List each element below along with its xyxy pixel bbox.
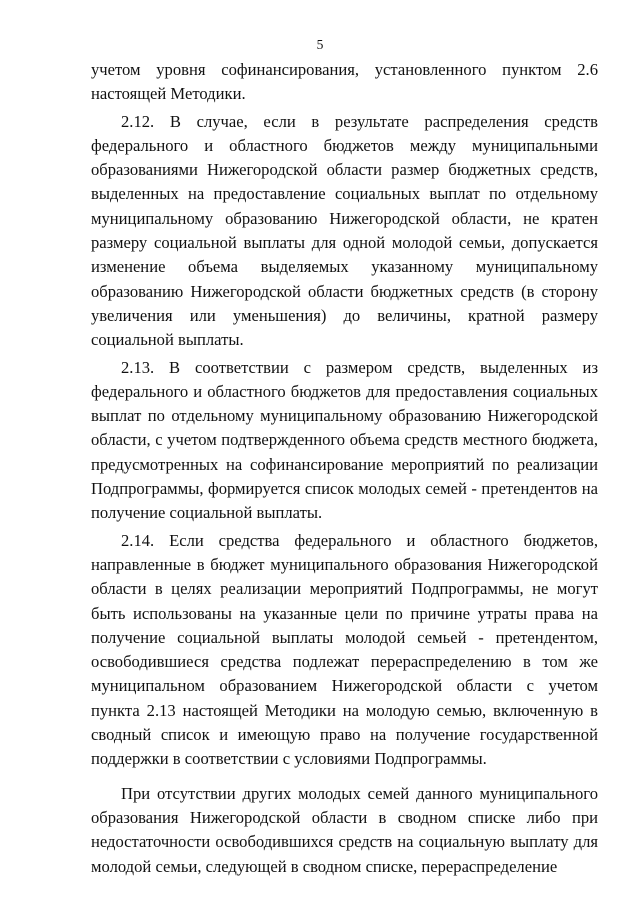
paragraph-continuation: учетом уровня софинансирования, установленного пунктом 2.6 настоящей Методики. [91, 60, 598, 104]
paragraph-redistribution: При отсутствии других молодых семей данного муниципального образования Нижегородской области в сводном списке либо при недостаточности освободившихся средств на социальную выплату для молодой семьи, следующей в сводном списке, перераспределение [91, 783, 598, 876]
paragraph-2-14: 2.14. Если средства федерального и областного бюджетов, направленные в бюджет муниципального образования Нижегородской области в целях реализации мероприятий Подпрограммы, не могут быть использованы на указанные цели по причине утраты права на получение социальной выплаты молодой семьей - претендентом, освободившиеся средства подлежат перераспределению в том же муниципальном образованием Нижегородской области с учетом пункта 2.13 настоящей Методики на молодую семью, включенную в сводный список и имеющую право на получение государственной поддержки в соответствии с условиями Подпрограммы. [91, 530, 598, 769]
paragraph-2-13: 2.13. В соответствии с размером средств, выделенных из федерального и областного бюджетов для предоставления социальных выплат по отдельному муниципальному образованию Нижегородской области, с учетом подтвержденного объема средств местного бюджета, предусмотренных на софинансирование мероприятий по реализации Подпрограммы, формируется список молодых семей - претендентов на получение социальной выплаты. [91, 357, 598, 523]
paragraph-2-12: 2.12. В случае, если в результате распределения средств федерального и областного бюджетов между муниципальными образованиями Нижегородской области размер бюджетных средств, выделенных на предоставление социальных выплат по отдельному муниципальному образованию Нижегородской области, не кратен размеру социальной выплаты для одной молодой семьи, допускается изменение объема выделяемых указанному муниципальному образованию Нижегородской области бюджетных средств (в сторону увеличения или уменьшения) до величины, кратной размеру социальной выплаты. [91, 111, 598, 350]
document-body [91, 58, 598, 879]
page-number: 5 [316, 37, 324, 52]
